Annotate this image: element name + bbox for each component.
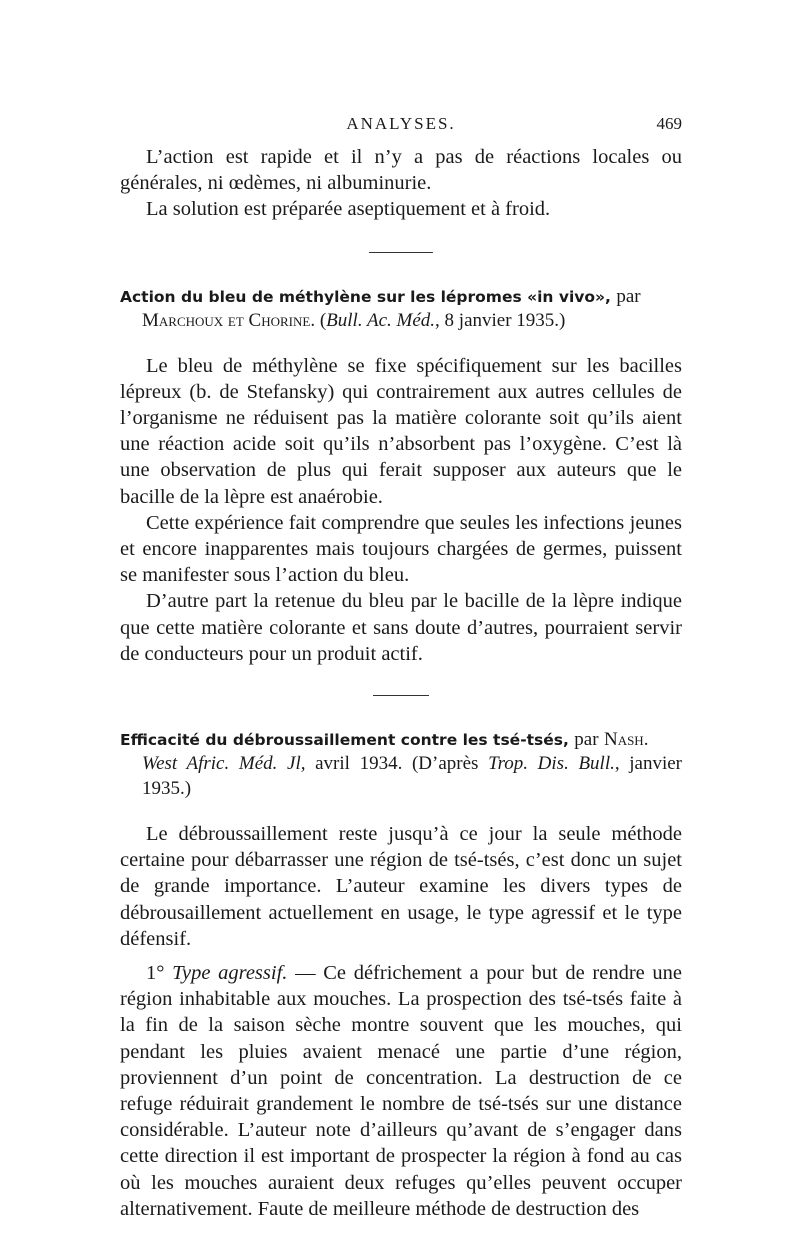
intro-paragraph-1: L’action est rapide et il n’y a pas de réactions locales ou générales, ni œdèmes, ni albuminurie.	[120, 146, 682, 195]
article2-reference	[120, 751, 682, 801]
article2-ref-end: , janvier 1935.)	[142, 753, 683, 800]
section-title: Type agressif.	[172, 962, 288, 985]
article2-author: Nash.	[603, 729, 649, 751]
article2-journal: West Afric. Méd. Jl,	[142, 753, 306, 775]
section-text: — Ce défrichement a pour but de rendre une région inhabitable aux mouches. La prospection des tsé-tsés faite à la fin de la saison sèche montre souvent que les mouches, qui pendant les pluies avaient menacé une partie d’une région, proviennent d’un point de concentration. La destruction de ce refuge réduirait grandement le nombre de tsé-tsés sur une distance considérable. L’auteur note d’ailleurs qu’avant de s’engager dans cette direction il est important de prospecter la région à fond au cas où les mouches auraient deux refuges qu’elles peuvent occuper alternativement. Faute de meilleure méthode de destruction des	[120, 962, 683, 1220]
article1-reference	[120, 308, 682, 333]
page-number: 469	[656, 114, 682, 133]
article2-paragraph-1: Le débroussaillement reste jusqu’à ce jour la seule méthode certaine pour débarrasser une région de tsé-tsés, c’est donc un sujet de grande importance. L’auteur examine les divers types de débrousaillement actuellement en usage, le type agressif et le type défensif.	[120, 823, 682, 950]
article2-section-1	[120, 960, 682, 1222]
section-number: 1°	[146, 962, 165, 985]
intro-paragraph-2: La solution est préparée aseptiquement et à froid.	[146, 198, 551, 221]
article2-title: Efficacité du débroussaillement contre les tsé-tsés,	[120, 731, 569, 750]
running-head	[120, 114, 682, 138]
article1-title: Action du bleu de méthylène sur les lépromes «in vivo»,	[120, 287, 611, 306]
article1-paragraph-3: D’autre part la retenue du bleu par le bacille de la lèpre indique que cette matière colorante et sans doute d’autres, pourraient servir de conducteurs pour un produit actif.	[120, 590, 682, 665]
article1-ref-open: (	[319, 309, 327, 331]
section-divider	[369, 252, 433, 253]
article2-par: par	[574, 729, 599, 751]
article2-journal2: Trop. Dis. Bull.	[488, 753, 615, 775]
article1-authors: Marchoux et Chorine.	[142, 309, 316, 331]
running-title: ANALYSES.	[346, 114, 456, 133]
article1-paragraph-1: Le bleu de méthylène se fixe spécifiquement sur les bacilles lépreux (b. de Stefansky) qui contrairement aux autres cellules de l’organisme ne réduisent pas la matière colorante soit qu’ils aient une réaction acide soit qu’ils n’absorbent pas l’oxygène. C’est là une observation de plus qui ferait supposer aux auteurs que le bacille de la lèpre est anaérobie.	[120, 354, 682, 508]
section-divider	[373, 695, 429, 696]
article1-par: par	[616, 285, 641, 307]
article2-ref-date: avril 1934. (D’après	[305, 753, 489, 775]
article1-journal: Bull. Ac. Méd.	[326, 309, 436, 331]
article1-ref-date: , 8 janvier 1935.)	[435, 309, 566, 331]
article1-heading	[120, 286, 682, 333]
article2-heading	[120, 729, 682, 801]
page-body	[120, 144, 682, 1222]
article1-paragraph-2: Cette expérience fait comprendre que seules les infections jeunes et encore inapparentes mais toujours chargées de germes, puissent se manifester sous l’action du bleu.	[120, 511, 682, 587]
